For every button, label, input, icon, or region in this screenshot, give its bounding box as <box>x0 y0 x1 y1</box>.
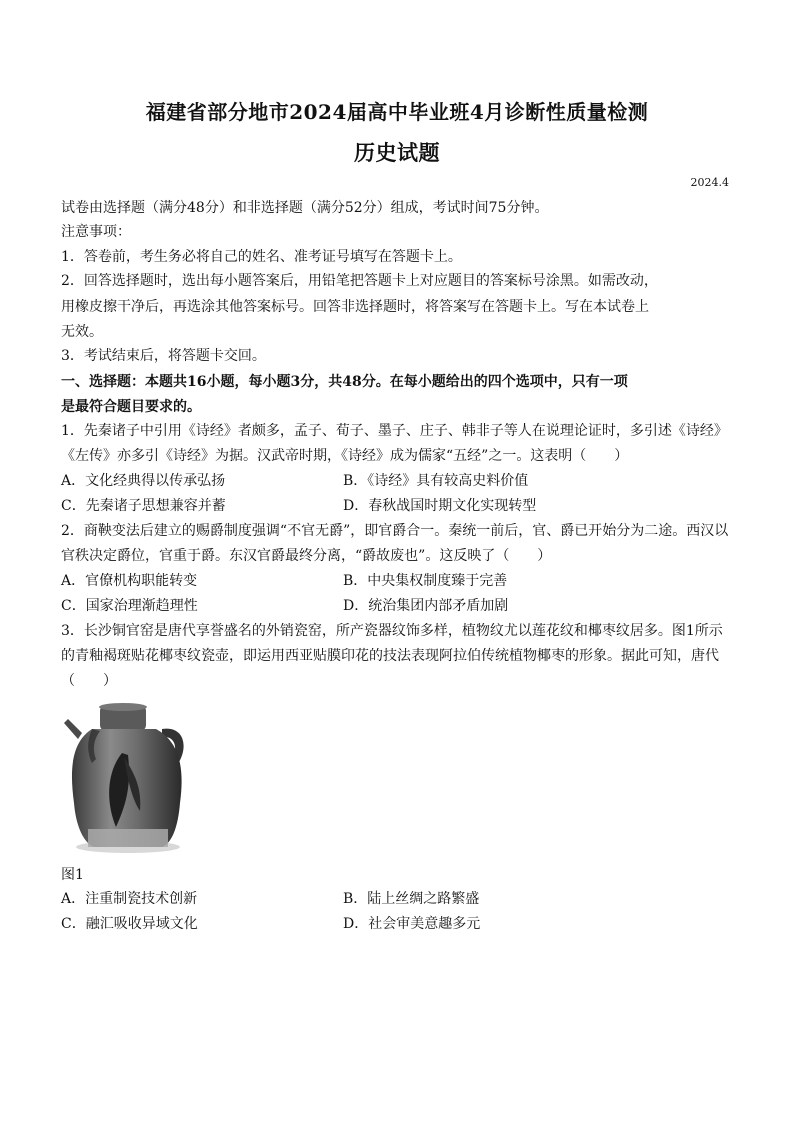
q2-option-b: B．中央集权制度臻于完善 <box>343 573 508 589</box>
exam-subtitle: 历史试题 <box>354 140 440 165</box>
q2-option-d: D．统治集团内部矛盾加剧 <box>343 598 509 614</box>
q3-stem-line-2: 的青釉褐斑贴花椰枣纹瓷壶，即运用西亚贴膜印花的技法表现阿拉伯传统植物椰枣的形象。据此可知，唐代 <box>61 648 719 664</box>
porcelain-ewer-image <box>62 703 190 855</box>
q2-stem-line-1: 2．商鞅变法后建立的赐爵制度强调“不官无爵”，即官爵合一。秦统一前后，官、爵已开始分为二途。西汉以 <box>61 523 729 539</box>
notice-item-1: 1．答卷前，考生务必将自己的姓名、准考证号填写在答题卡上。 <box>61 249 462 265</box>
q3-option-b: B．陆上丝绸之路繁盛 <box>343 891 480 907</box>
exam-date: 2024.4 <box>690 176 729 189</box>
q1-option-a: A．文化经典得以传承弘扬 <box>61 473 226 489</box>
figure-caption: 图1 <box>61 867 84 883</box>
section-heading-line-2: 是最符合题目要求的。 <box>61 399 201 415</box>
q3-option-a: A．注重制瓷技术创新 <box>61 891 198 907</box>
notice-item-2-line-1: 2．回答选择题时，选出每小题答案后，用铅笔把答题卡上对应题目的答案标号涂黑。如需改动， <box>61 273 658 289</box>
q1-stem-line-1: 1．先秦诸子中引用《诗经》者颇多，孟子、荀子、墨子、庄子、韩非子等人在说理论证时，多引述《诗经》 <box>61 423 728 439</box>
q3-stem-line-3: （ ） <box>61 673 117 689</box>
notice-item-2-line-2: 用橡皮擦干净后，再选涂其他答案标号。回答非选择题时，将答案写在答题卡上。写在本试卷上 <box>61 299 649 315</box>
q2-option-c: C．国家治理渐趋理性 <box>61 598 198 614</box>
instructions-intro: 试卷由选择题（满分48分）和非选择题（满分52分）组成，考试时间75分钟。 <box>61 200 549 216</box>
exam-title: 福建省部分地市2024届高中毕业班4月诊断性质量检测 <box>145 100 649 124</box>
q2-option-a: A．官僚机构职能转变 <box>61 573 198 589</box>
notice-heading: 注意事项： <box>61 224 131 240</box>
q1-option-b: B．《诗经》具有较高史料价值 <box>343 473 529 489</box>
q1-option-c: C．先秦诸子思想兼容并蓄 <box>61 498 226 514</box>
q1-option-d: D．春秋战国时期文化实现转型 <box>343 498 537 514</box>
section-heading-line-1: 一、选择题：本题共16小题，每小题3分，共48分。在每小题给出的四个选项中，只有一项 <box>61 374 628 390</box>
q1-stem-line-2: 《左传》亦多引《诗经》为据。汉武帝时期，《诗经》成为儒家“五经”之一。这表明（ ） <box>61 448 629 464</box>
q3-option-d: D．社会审美意趣多元 <box>343 916 481 932</box>
q3-option-c: C．融汇吸收异域文化 <box>61 916 198 932</box>
q2-stem-line-2: 官秩决定爵位，官重于爵。东汉官爵最终分离，“爵故废也”。这反映了（ ） <box>61 548 552 564</box>
q3-stem-line-1: 3．长沙铜官窑是唐代享誉盛名的外销瓷窑，所产瓷器纹饰多样，植物纹尤以莲花纹和椰枣纹居多。图1所示 <box>61 623 723 639</box>
notice-item-3: 3．考试结束后，将答题卡交回。 <box>61 348 266 364</box>
notice-item-2-line-3: 无效。 <box>61 324 103 340</box>
